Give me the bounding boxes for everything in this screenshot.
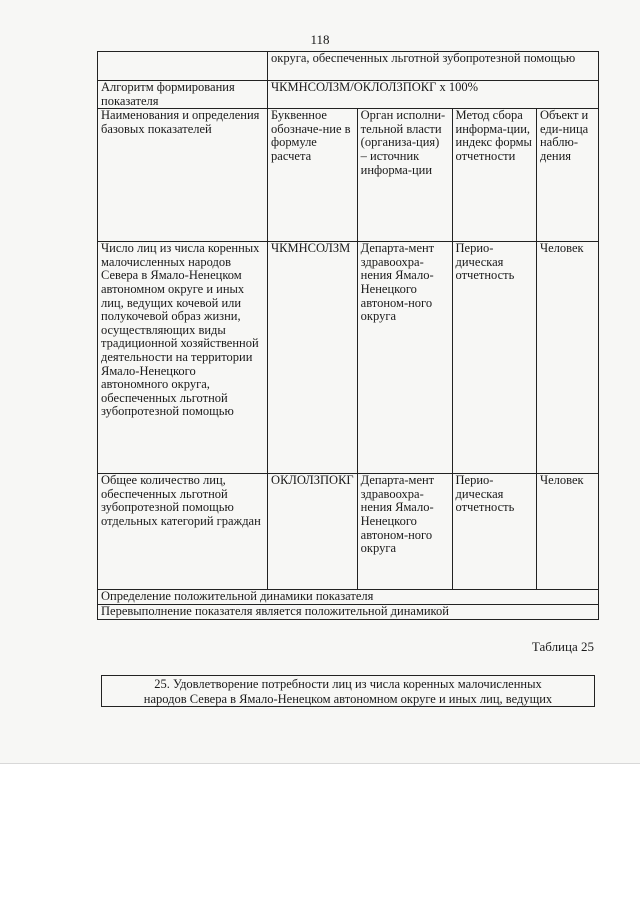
page-number: 118 (310, 32, 330, 47)
row-letter: ОКЛОЛЗПОКГ (268, 474, 358, 590)
header-name: Наименования и определения базовых показателей (98, 109, 268, 242)
indicator-table (97, 51, 599, 620)
algorithm-label: Алгоритм формирования показателя (98, 81, 268, 109)
table-row (98, 242, 599, 474)
next-section-line-1: 25. Удовлетворение потребности лиц из числа коренных малочисленных (154, 677, 542, 691)
row-method: Перио-дическая отчетность (452, 242, 536, 474)
row-name: Общее количество лиц, обеспеченных льготной зубопротезной помощью отдельных категорий граждан (98, 474, 268, 590)
row-object: Человек (536, 474, 598, 590)
table-header-row (98, 109, 599, 242)
algorithm-formula: ЧКМНСОЛЗМ/ОКЛОЛЗПОКГ x 100% (268, 81, 599, 109)
row-object: Человек (536, 242, 598, 474)
row-letter: ЧКМНСОЛЗМ (268, 242, 358, 474)
header-method: Метод сбора информа-ции, индекс формы отчетности (452, 109, 536, 242)
header-object: Объект и еди-ница наблю-дения (536, 109, 598, 242)
table-label: Таблица 25 (531, 639, 594, 654)
row-organ: Департа-мент здравоохра-нения Ямало-Ненецкого автоном-ного округа (357, 474, 452, 590)
table-row (98, 474, 599, 590)
row-method: Перио-дическая отчетность (452, 474, 536, 590)
next-section-line-2: народов Севера в Ямало-Ненецком автономном округе и иных лиц, ведущих (143, 692, 553, 706)
header-organ: Орган исполни-тельной власти (организа-ция) – источник информа-ции (357, 109, 452, 242)
next-section-heading (101, 675, 595, 707)
dynamics-title: Определение положительной динамики показателя (98, 590, 599, 605)
table-row (98, 590, 599, 605)
table-row (98, 605, 599, 620)
table-row (98, 52, 599, 81)
empty-cell (98, 52, 268, 81)
row-name: Число лиц из числа коренных малочисленных народов Севера в Ямало-Ненецком автономном округе и иных лиц, ведущих кочевой или полукочевой образ жизни, осуществляющих виды традиционной хозяйственной деятельности на территории Ямало-Ненецкого автономного округа, обеспеченных льготной зубопротезной помощью (98, 242, 268, 474)
row-organ: Департа-мент здравоохра-нения Ямало-Ненецкого автоном-ного округа (357, 242, 452, 474)
continuation-cell: округа, обеспеченных льготной зубопротезной помощью (268, 52, 599, 81)
header-letter: Буквенное обозначе-ние в формуле расчета (268, 109, 358, 242)
dynamics-text: Перевыполнение показателя является положительной динамикой (98, 605, 599, 620)
table-row (98, 81, 599, 109)
